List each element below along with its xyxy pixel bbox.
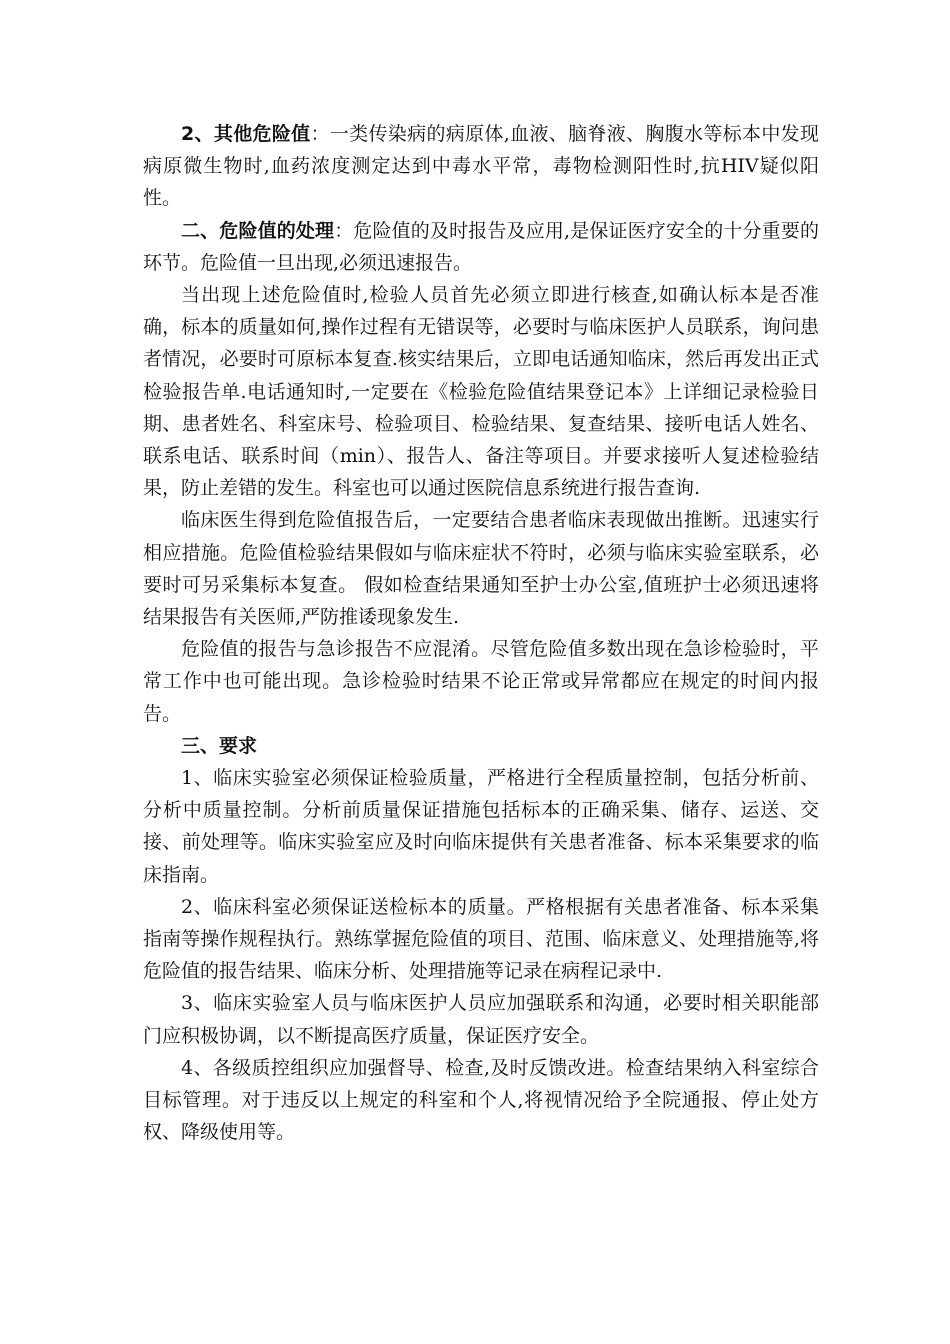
- paragraph-text: ：一类传染病的病原体,血液、脑脊液、胸腹水等标本中发现病原微生物时,血药浓度测定达到中毒水平常，毒物检测阳性时,抗HIV疑似阳性。: [143, 123, 819, 210]
- paragraph-text: 1、临床实验室必须保证检验质量，严格进行全程质量控制，包括分析前、分析中质量控制。分析前质量保证措施包括标本的正确采集、储存、运送、交接、前处理等。临床实验室应及时向临床提供有关患者准备、标本采集要求的临床指南。: [143, 767, 819, 886]
- paragraph-verification-procedure: [143, 279, 819, 504]
- paragraph-emergency-distinction: [143, 633, 819, 730]
- paragraph-requirement-1: [143, 762, 819, 891]
- paragraph-text: 当出现上述危险值时,检验人员首先必须立即进行核查,如确认标本是否准确，标本的质量如何,操作过程有无错误等，必要时与临床医护人员联系，询问患者情况，必要时可原标本复查.核实结果后，立即电话通知临床，然后再发出正式检验报告单.电话通知时,一定要在《检验危险值结果登记本》上详细记录检验日期、患者姓名、科室床号、检验项目、检验结果、复查结果、接听电话人姓名、联系电话、联系时间（min）、报告人、备注等项目。并要求接听人复述检验结果，防止差错的发生。科室也可以通过医院信息系统进行报告查询.: [143, 284, 819, 500]
- paragraph-text: 临床医生得到危险值报告后，一定要结合患者临床表现做出推断。迅速实行相应措施。危险值检验结果假如与临床症状不符时，必须与临床实验室联系，必要时可另采集标本复查。 假如检查结果通知至护士办公室,值班护士必须迅速将结果报告有关医师,严防推诿现象发生.: [143, 509, 819, 629]
- paragraph-text: 危险值的报告与急诊报告不应混淆。尽管危险值多数出现在急诊检验时，平常工作中也可能出现。急诊检验时结果不论正常或异常都应在规定的时间内报告。: [143, 638, 819, 725]
- section-heading: 二、危险值的处理: [181, 219, 335, 242]
- paragraph-requirement-2: [143, 891, 819, 988]
- paragraph-requirements-heading: [143, 730, 819, 762]
- paragraph-heading: 2、其他危险值: [181, 123, 311, 145]
- paragraph-requirement-4: [143, 1052, 819, 1149]
- paragraph-critical-value-handling: [143, 215, 819, 279]
- paragraph-clinician-response: [143, 504, 819, 633]
- document-body: [143, 118, 819, 1149]
- paragraph-text: 3、临床实验室人员与临床医护人员应加强联系和沟通，必要时相关职能部门应积极协调，以不断提高医疗质量，保证医疗安全。: [143, 992, 819, 1047]
- paragraph-requirement-3: [143, 987, 819, 1051]
- paragraph-text: ：危险值的及时报告及应用,是保证医疗安全的十分重要的环节。危险值一旦出现,必须迅速报告。: [143, 219, 819, 274]
- section-heading: 三、要求: [181, 734, 258, 757]
- paragraph-text: 4、各级质控组织应加强督导、检查,及时反馈改进。检查结果纳入科室综合目标管理。对于违反以上规定的科室和个人,将视情况给予全院通报、停止处方权、降级使用等。: [143, 1056, 819, 1144]
- paragraph-text: 2、临床科室必须保证送检标本的质量。严格根据有关患者准备、标本采集指南等操作规程执行。熟练掌握危险值的项目、范围、临床意义、处理措施等,将危险值的报告结果、临床分析、处理措施等记录在病程记录中.: [143, 895, 819, 983]
- paragraph-other-critical-values: [143, 118, 819, 215]
